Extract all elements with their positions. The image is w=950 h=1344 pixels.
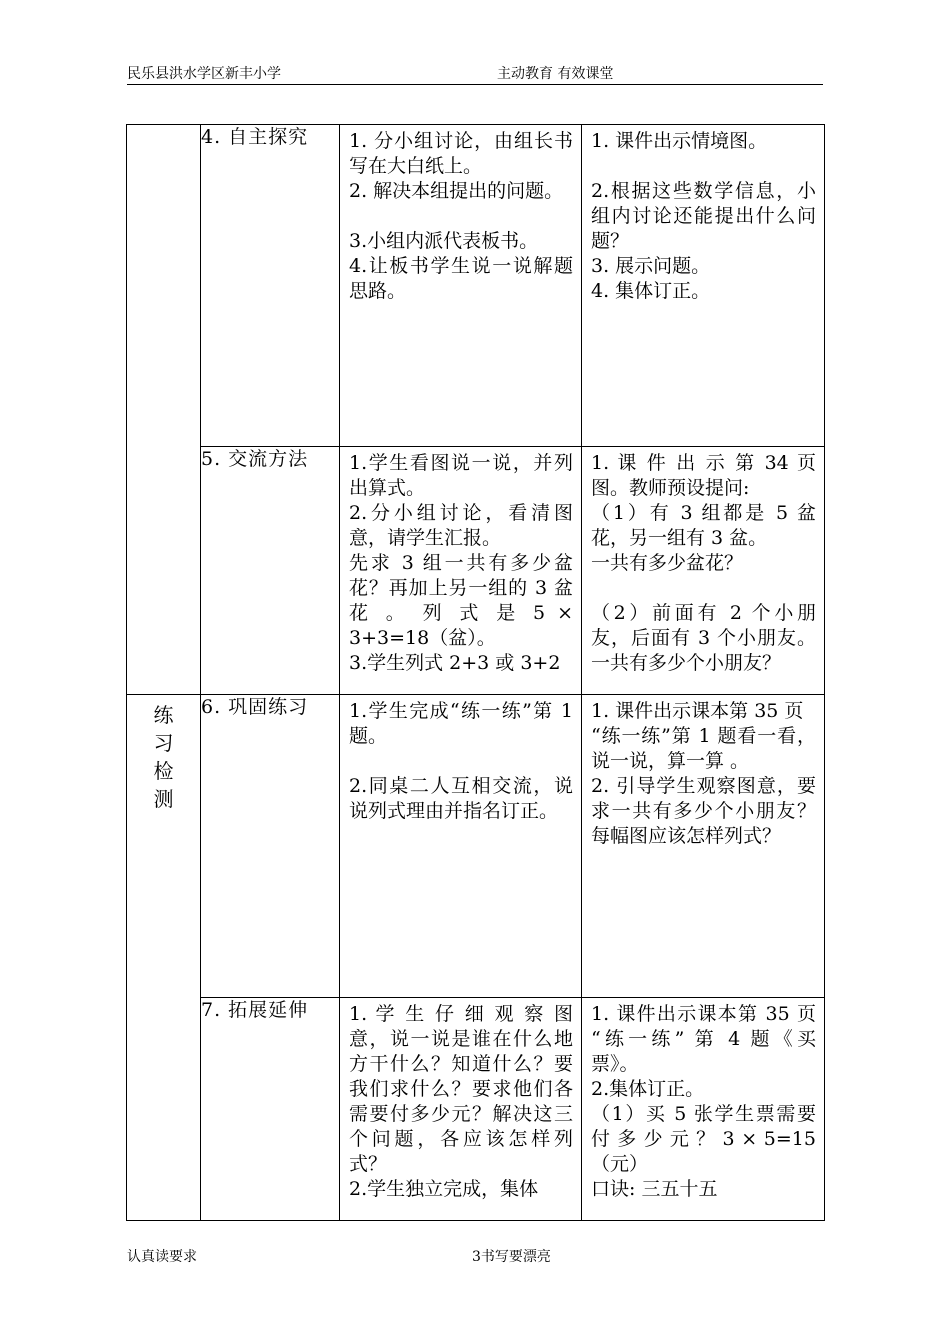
student-line: 1.学生完成“练一练”第 1 题。 bbox=[349, 700, 573, 747]
header-motto: 主动教育 有效课堂 bbox=[497, 66, 614, 82]
teacher-activity-cell bbox=[582, 125, 825, 447]
footer-right: 3书写要漂亮 bbox=[472, 1249, 551, 1265]
header-rule bbox=[127, 84, 823, 85]
blank-line bbox=[591, 154, 816, 179]
teacher-line: 1. 课 件 出 示 第 34 页图。教师预设提问: bbox=[591, 452, 816, 499]
step-label: 6. 巩固练习 bbox=[201, 695, 340, 998]
teacher-line: 2.集体订正。 bbox=[591, 1078, 705, 1100]
student-activity-cell bbox=[340, 447, 582, 695]
teacher-line: （1）买 5 张学生票需要付 多 少 元 ？ 3 × 5=15（元） bbox=[591, 1103, 816, 1175]
teacher-line: （2）前面有 2 个小朋友，后面有 3 个小朋友。一共有多少个小朋友？ bbox=[591, 602, 816, 674]
student-line: 先求 3 组一共有多少盆花？再加上另一组的 3 盆花 。 列 式 是 5 × 3+3=18（盆）。 bbox=[349, 552, 573, 649]
blank-line bbox=[349, 749, 573, 774]
table-row bbox=[127, 998, 825, 1221]
teacher-line: 2. 引导学生观察图意，要求一共有多少个小朋友？每幅图应该怎样列式？ bbox=[591, 775, 816, 847]
lesson-table bbox=[126, 124, 825, 1221]
footer-left: 认真读要求 bbox=[127, 1249, 197, 1265]
teacher-activity-cell bbox=[582, 447, 825, 695]
section-cell-blank bbox=[127, 125, 201, 695]
teacher-line: 3. 展示问题。 bbox=[591, 255, 711, 277]
blank-line bbox=[591, 576, 816, 601]
student-line: 2. 解决本组提出的问题。 bbox=[349, 180, 564, 202]
student-line: 3.小组内派代表板书。 bbox=[349, 230, 539, 252]
teacher-activity-cell bbox=[582, 998, 825, 1221]
blank-line bbox=[349, 204, 573, 229]
section-label: 练习检测 bbox=[153, 703, 174, 811]
teacher-line: 4. 集体订正。 bbox=[591, 280, 711, 302]
student-line: 1. 分小组讨论，由组长书写在大白纸上。 bbox=[349, 130, 573, 177]
student-activity-cell bbox=[340, 695, 582, 998]
student-line: 2.学生独立完成，集体 bbox=[349, 1178, 539, 1200]
teacher-activity-cell bbox=[582, 695, 825, 998]
table-row bbox=[127, 695, 825, 998]
step-label: 7. 拓展延伸 bbox=[201, 998, 340, 1221]
step-label: 5. 交流方法 bbox=[201, 447, 340, 695]
header-school: 民乐县洪水学区新丰小学 bbox=[127, 66, 281, 82]
teacher-line: 口诀: 三五十五 bbox=[591, 1178, 718, 1200]
student-line: 1.学生看图说一说，并列出算式。 bbox=[349, 452, 573, 499]
teacher-line: 1. 课件出示课本第 35 页 bbox=[591, 700, 804, 722]
teacher-line: 一共有多少盆花？ bbox=[591, 552, 744, 574]
teacher-line: 1. 课件出示情境图。 bbox=[591, 130, 768, 152]
teacher-line: 1. 课件出示课本第 35 页 “练一练” 第 4 题《买票》。 bbox=[591, 1003, 816, 1075]
teacher-line: （1）有 3 组都是 5 盆花，另一组有 3 盆。 bbox=[591, 502, 816, 549]
table-row bbox=[127, 125, 825, 447]
section-cell-practice bbox=[127, 695, 201, 1221]
student-line: 2.分小组讨论，看清图意，请学生汇报。 bbox=[349, 502, 573, 549]
teacher-line: “练一练”第 1 题看一看，说一说，算一算 。 bbox=[591, 725, 816, 772]
step-label: 4. 自主探究 bbox=[201, 125, 340, 447]
student-line: 4.让板书学生说一说解题思路。 bbox=[349, 255, 573, 302]
student-line: 1. 学 生 仔 细 观 察 图 意，说一说是谁在什么地方干什么？知道什么？要我们求什么？要求他们各需要付多少元？解决这三个问题，各应该怎样列式？ bbox=[349, 1003, 573, 1175]
student-line: 2.同桌二人互相交流，说说列式理由并指名订正。 bbox=[349, 775, 573, 822]
teacher-line: 2.根据这些数学信息，小组内讨论还能提出什么问题？ bbox=[591, 180, 816, 252]
table-row bbox=[127, 447, 825, 695]
student-activity-cell bbox=[340, 125, 582, 447]
student-line: 3.学生列式 2+3 或 3+2 bbox=[349, 652, 561, 674]
student-activity-cell bbox=[340, 998, 582, 1221]
